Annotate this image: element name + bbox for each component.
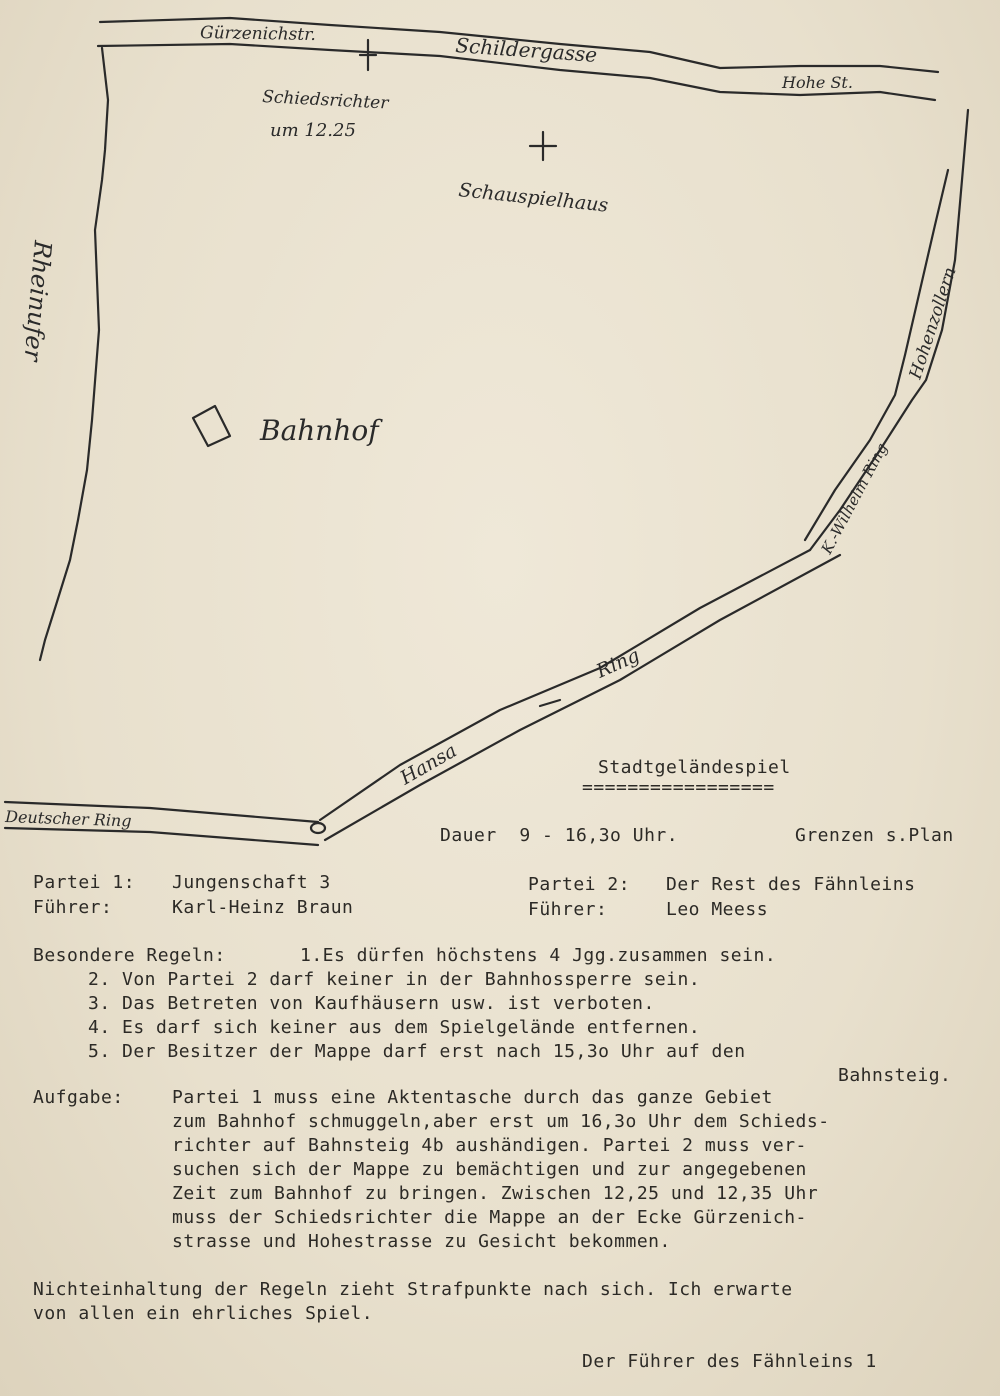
cross-marker-referee (360, 40, 376, 70)
duration: Dauer 9 - 16,3o Uhr. (440, 825, 679, 846)
party2-label: Partei 2: (528, 874, 631, 895)
rule-1: 1.Es dürfen höchstens 4 Jgg.zusammen sein. (300, 945, 777, 966)
left-boundary (40, 48, 108, 660)
task-label: Aufgabe: (33, 1087, 124, 1108)
task-line-2: zum Bahnhof schmuggeln,aber erst um 16,3o Uhr dem Schieds- (172, 1111, 830, 1132)
party1-label: Partei 1: (33, 872, 136, 893)
label-schiedsrichter: Schiedsrichter (261, 87, 389, 114)
rule-4: 4. Es darf sich keiner aus dem Spielgelände entfernen. (88, 1017, 701, 1038)
label-hohe-strasse: Hohe St. (782, 73, 853, 92)
task-line-1: Partei 1 muss eine Aktentasche durch das ganze Gebiet (172, 1087, 773, 1108)
bahnhof-building (193, 406, 230, 446)
rule-5: 5. Der Besitzer der Mappe darf erst nach 15,3o Uhr auf den (88, 1041, 746, 1062)
signature: Der Führer des Fähnleins 1 (582, 1351, 877, 1372)
rule-3: 3. Das Betreten von Kaufhäusern usw. ist verboten. (88, 993, 655, 1014)
rule-5-continuation: Bahnsteig. (838, 1065, 952, 1086)
boundaries: Grenzen s.Plan (795, 825, 954, 846)
label-hansa: Hansa (396, 739, 461, 790)
task-line-7: strasse und Hohestrasse zu Gesicht bekommen. (172, 1231, 671, 1252)
cross-marker-theatre (530, 132, 556, 160)
label-schauspielhaus: Schauspielhaus (457, 179, 610, 217)
task-line-3: richter auf Bahnsteig 4b aushändigen. Partei 2 muss ver- (172, 1135, 807, 1156)
party2-leader-label: Führer: (528, 899, 608, 920)
party2-name: Der Rest des Fähnleins (666, 874, 916, 895)
label-schildergasse: Schildergasse (454, 33, 598, 67)
label-schiedsrichter-time: um 12.25 (270, 120, 356, 141)
closing-line-1: Nichteinhaltung der Regeln zieht Strafpunkte nach sich. Ich erwarte (33, 1279, 793, 1300)
label-ring: Ring (593, 644, 643, 683)
label-deutscher-ring: Deutscher Ring (4, 807, 132, 831)
task-line-4: suchen sich der Mappe zu bemächtigen und zur angegebenen (172, 1159, 807, 1180)
party1-leader-label: Führer: (33, 897, 113, 918)
label-rheinufer: Rheinufer (18, 239, 57, 363)
rules-label: Besondere Regeln: (33, 945, 226, 966)
party1-leader: Karl-Heinz Braun (172, 897, 354, 918)
corner-circle (311, 823, 325, 833)
party2-leader: Leo Meess (666, 899, 769, 920)
bottom-street-lower (5, 828, 318, 845)
title-underline: ================= (582, 777, 775, 798)
party1-name: Jungenschaft 3 (172, 872, 331, 893)
closing-line-2: von allen ein ehrliches Spiel. (33, 1303, 374, 1324)
dash-mark (540, 700, 560, 706)
label-hohenzollern: Hohenzollern (905, 264, 961, 382)
document-title: Stadtgeländespiel (598, 757, 791, 778)
rule-2: 2. Von Partei 2 darf keiner in der Bahnhossperre sein. (88, 969, 701, 990)
label-kaiser-wilhelm-ring: K.-Wilhelm Ring (817, 440, 892, 557)
task-line-6: muss der Schiedsrichter die Mappe an der Ecke Gürzenich- (172, 1207, 807, 1228)
task-line-5: Zeit zum Bahnhof zu bringen. Zwischen 12,25 und 12,35 Uhr (172, 1183, 819, 1204)
label-guerzenichstr: Gürzenichstr. (199, 23, 316, 46)
label-bahnhof: Bahnhof (260, 414, 379, 447)
right-street-outer (810, 110, 968, 550)
